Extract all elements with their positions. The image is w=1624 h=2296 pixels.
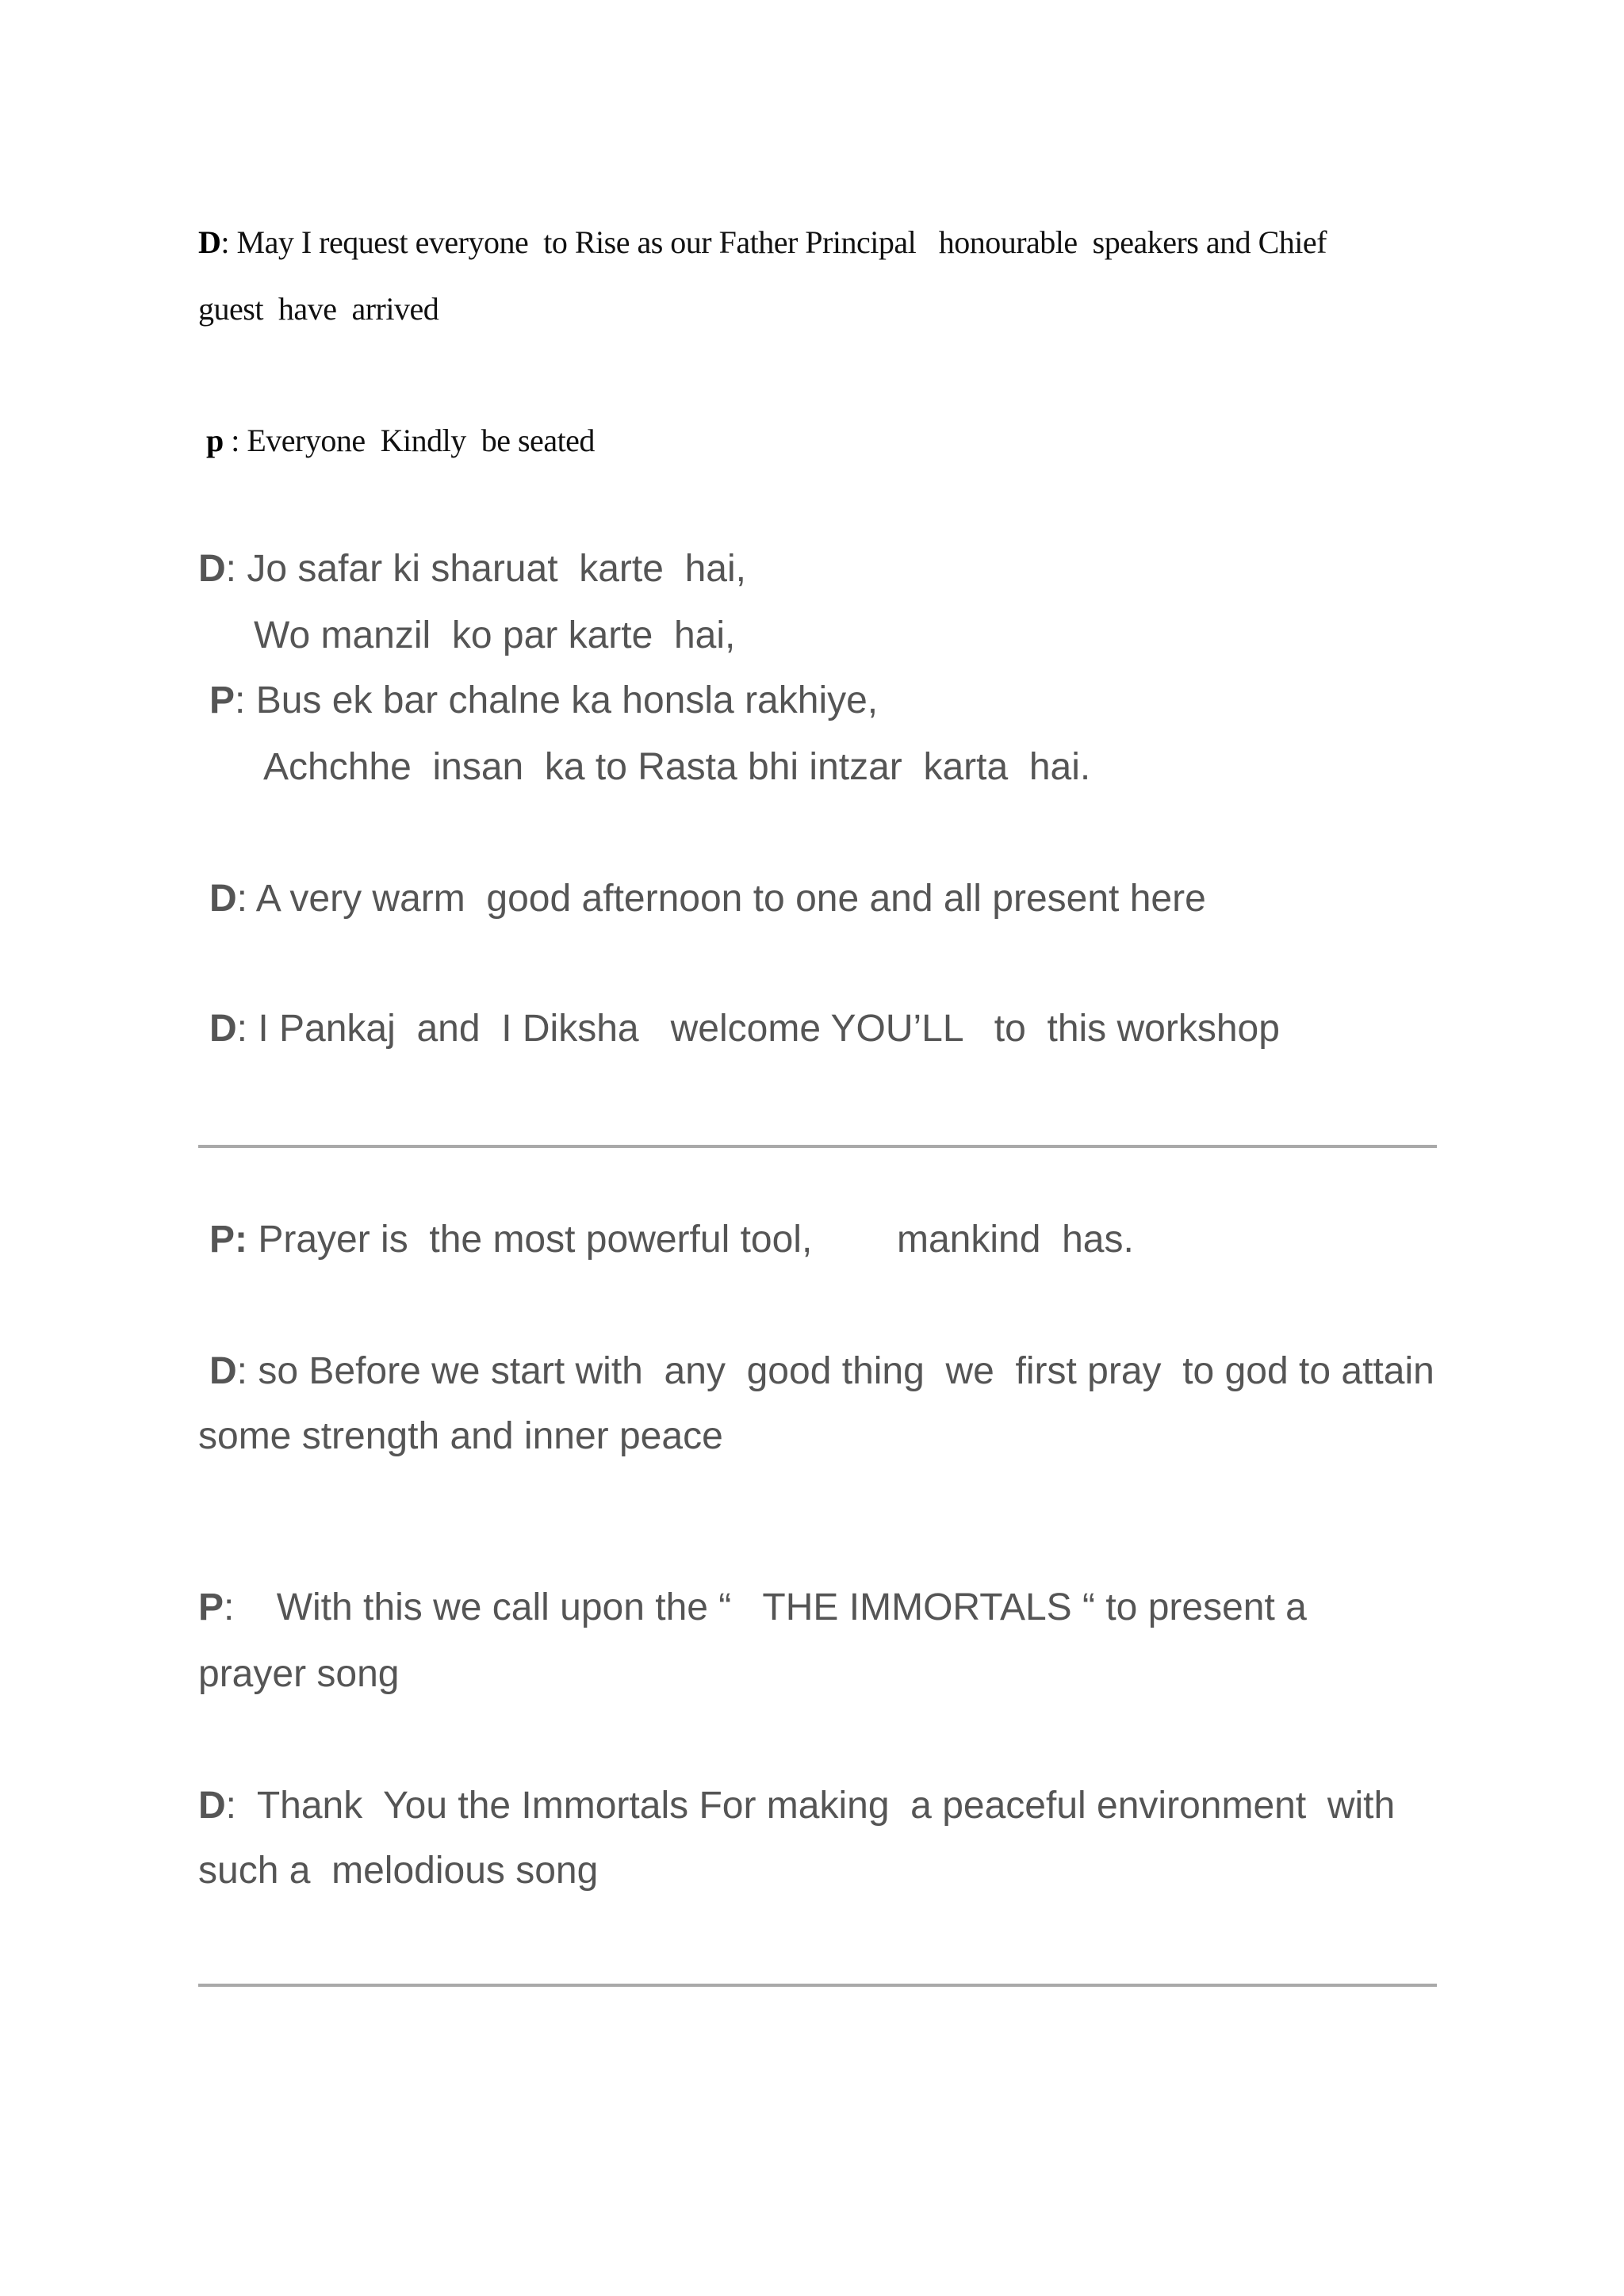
dialogue-text: : A very warm good afternoon to one and all present here [236, 878, 1206, 920]
dialogue-text: Prayer is the most powerful tool, mankind has. [247, 1219, 1134, 1261]
dialogue-line [198, 1586, 1307, 1628]
dialogue-text: Wo manzil ko par karte hai, [254, 614, 736, 656]
dialogue-text: : Jo safar ki sharuat karte hai, [225, 548, 746, 590]
dialogue-text: : With this we call upon the “ THE IMMORTALS “ to present a [224, 1586, 1307, 1628]
dialogue-text: prayer song [198, 1653, 400, 1695]
speaker-label: D [198, 1785, 226, 1827]
speaker-label: P [198, 1586, 224, 1628]
speaker-label: D [198, 224, 221, 260]
dialogue-text: : so Before we start with any good thing we first pray to god to attain [236, 1350, 1434, 1392]
dialogue-line [209, 679, 879, 721]
dialogue-text: : I Pankaj and I Diksha welcome YOU’LL to this workshop [236, 1008, 1280, 1050]
dialogue-line [263, 748, 1090, 786]
dialogue-line [198, 293, 439, 325]
dialogue-line [198, 550, 746, 588]
speaker-label: P: [209, 1219, 247, 1261]
speaker-label: D [198, 548, 226, 590]
speaker-label: D [209, 878, 237, 920]
dialogue-text: : May I request everyone to Rise as our Father Principal honourable speakers and Chief [220, 224, 1327, 260]
dialogue-line [209, 1350, 1434, 1392]
dialogue-line [254, 614, 736, 656]
dialogue-line [198, 1852, 598, 1890]
dialogue-text: Achchhe insan ka to Rasta bhi intzar karta hai. [263, 746, 1091, 788]
section-divider [198, 1984, 1437, 1987]
dialogue-line [198, 1415, 723, 1457]
dialogue-text: : Thank You the Immortals For making a peaceful environment with [225, 1785, 1396, 1827]
speaker-label: D [209, 1008, 237, 1050]
dialogue-text: : Bus ek bar chalne ka honsla rakhiye, [235, 679, 879, 721]
dialogue-line [209, 1010, 1280, 1048]
speaker-label: P [209, 679, 236, 721]
dialogue-line [198, 224, 1327, 260]
speaker-label: D [209, 1350, 237, 1392]
speaker-label: p [206, 423, 224, 458]
dialogue-line [209, 1221, 1134, 1259]
dialogue-text: : Everyone Kindly be seated [223, 423, 595, 458]
dialogue-text: such a melodious song [198, 1850, 599, 1892]
dialogue-line [209, 880, 1206, 918]
dialogue-line [198, 1787, 1395, 1825]
dialogue-text: some strength and inner peace [198, 1415, 723, 1457]
dialogue-line [198, 1655, 399, 1693]
dialogue-text: guest have arrived [198, 291, 439, 327]
section-divider [198, 1145, 1437, 1148]
dialogue-line [206, 425, 595, 457]
